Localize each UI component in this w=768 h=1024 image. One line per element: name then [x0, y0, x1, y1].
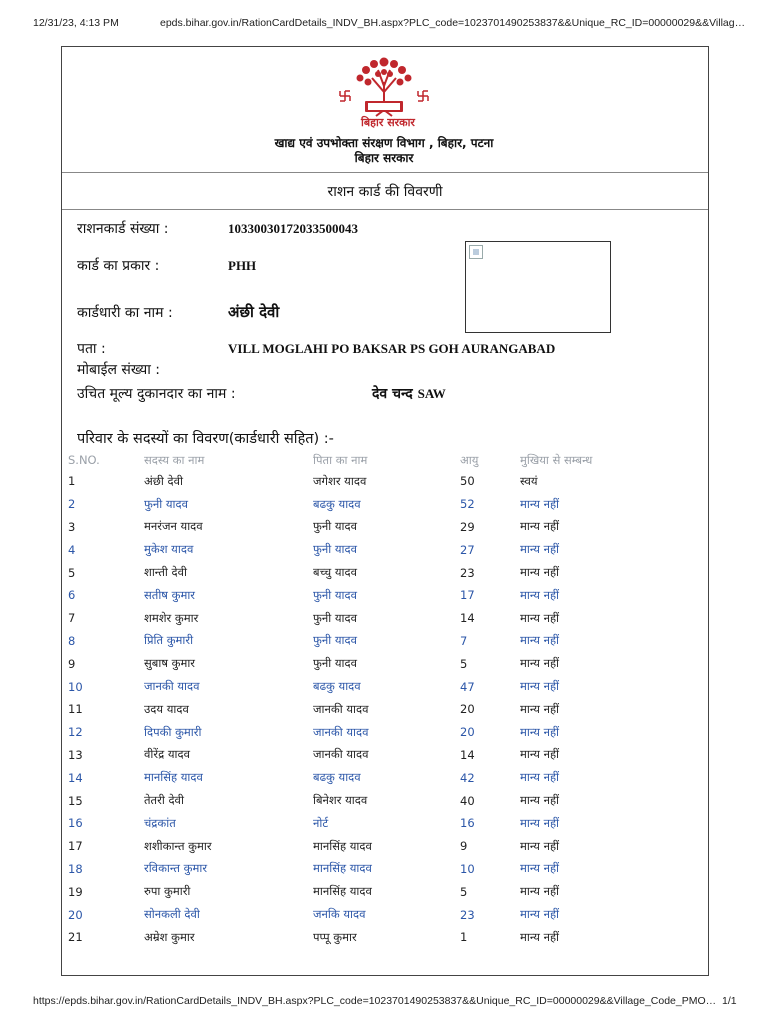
- card-type-value: PHH: [228, 258, 257, 273]
- family-members-title: परिवार के सदस्यों का विवरण(कार्डधारी सहित) :-: [77, 431, 334, 447]
- member-name: दिपकी कुमारी: [144, 724, 202, 739]
- card-holder-name: अंछी देवी: [228, 303, 280, 321]
- table-row: [68, 698, 628, 721]
- member-age: 16: [460, 816, 475, 831]
- member-sno: 13: [68, 747, 83, 762]
- member-sno: 1: [68, 474, 76, 489]
- member-father-name: मानसिंह यादव: [313, 884, 372, 899]
- member-age: 17: [460, 588, 475, 603]
- member-father-name: बढकु यादव: [313, 679, 361, 694]
- member-age: 14: [460, 611, 475, 626]
- broken-image-icon: [469, 245, 483, 259]
- family-members-body: [68, 470, 628, 949]
- member-age: 10: [460, 861, 475, 876]
- member-relation: मान्य नहीं: [520, 838, 560, 853]
- col-father-name: पिता का नाम: [313, 452, 368, 467]
- member-sno: 17: [68, 839, 83, 854]
- department-name: खाद्य एवं उपभोक्ता संरक्षण विभाग , बिहार, पटना: [274, 136, 494, 150]
- member-name: सुबाष कुमार: [144, 656, 196, 671]
- member-father-name: फुनी यादव: [313, 656, 358, 671]
- member-age: 9: [460, 839, 468, 854]
- member-father-name: फुनी यादव: [313, 633, 358, 648]
- member-age: 20: [460, 725, 475, 740]
- member-sno: 11: [68, 702, 83, 717]
- member-name: शशीकान्त कुमार: [144, 838, 212, 853]
- table-row: [68, 812, 628, 835]
- member-name: सतीष कुमार: [144, 587, 196, 602]
- member-age: 5: [460, 656, 468, 671]
- table-row: [68, 721, 628, 744]
- table-row: [68, 561, 628, 584]
- member-relation: मान्य नहीं: [520, 770, 560, 785]
- member-age: 47: [460, 679, 475, 694]
- member-age: 27: [460, 542, 475, 557]
- member-name: तेतरी देवी: [144, 793, 184, 808]
- member-father-name: बच्चु यादव: [313, 565, 358, 580]
- member-name: चंद्रकांत: [144, 815, 176, 830]
- member-relation: मान्य नहीं: [520, 724, 560, 739]
- table-row: [68, 903, 628, 926]
- table-row: [68, 835, 628, 858]
- member-relation: मान्य नहीं: [520, 587, 560, 602]
- member-name: रविकान्त कुमार: [144, 861, 208, 876]
- member-father-name: जानकी यादव: [313, 747, 369, 762]
- member-relation: मान्य नहीं: [520, 815, 560, 830]
- member-name: अंछी देवी: [144, 473, 183, 488]
- table-row: [68, 858, 628, 881]
- member-relation: मान्य नहीं: [520, 496, 560, 511]
- table-row: [68, 630, 628, 653]
- member-relation: मान्य नहीं: [520, 701, 560, 716]
- member-sno: 5: [68, 565, 76, 580]
- member-sno: 10: [68, 679, 83, 694]
- member-sno: 15: [68, 793, 83, 808]
- card-type-label: कार्ड का प्रकार :: [77, 258, 160, 274]
- shop-owner-name-hindi: देव चन्द: [372, 386, 413, 402]
- table-row: [68, 766, 628, 789]
- shop-owner-label: उचित मूल्य दुकानदार का नाम :: [77, 386, 236, 402]
- member-age: 20: [460, 702, 475, 717]
- member-age: 50: [460, 474, 475, 489]
- member-father-name: जनकि यादव: [313, 907, 366, 922]
- col-age: आयु: [460, 452, 479, 467]
- member-age: 23: [460, 907, 475, 922]
- table-row: [68, 652, 628, 675]
- member-age: 23: [460, 565, 475, 580]
- member-father-name: जानकी यादव: [313, 701, 369, 716]
- member-sno: 21: [68, 930, 83, 945]
- address-value: VILL MOGLAHI PO BAKSAR PS GOH AURANGABAD: [228, 341, 556, 356]
- member-age: 7: [460, 633, 468, 648]
- table-header-row: [68, 450, 628, 470]
- member-relation: मान्य नहीं: [520, 884, 560, 899]
- member-relation: मान्य नहीं: [520, 519, 560, 534]
- divider-title: [62, 209, 708, 210]
- member-age: 40: [460, 793, 475, 808]
- member-name: मनरंजन यादव: [144, 519, 203, 534]
- address-label: पता :: [77, 341, 106, 357]
- member-name: अम्रेश कुमार: [144, 929, 195, 944]
- table-row: [68, 675, 628, 698]
- print-datetime: 12/31/23, 4:13 PM: [33, 17, 119, 29]
- table-row: [68, 607, 628, 630]
- ration-card-number: 10330030172033500043: [228, 221, 358, 236]
- member-sno: 2: [68, 497, 76, 512]
- document-title: राशन कार्ड की विवरणी: [327, 184, 443, 200]
- family-members-table: [68, 450, 628, 949]
- member-father-name: मानसिंह यादव: [313, 838, 372, 853]
- col-member-name: सदस्य का नाम: [144, 452, 205, 467]
- mobile-label: मोबाईल संख्या :: [77, 362, 161, 378]
- government-name: बिहार सरकार: [354, 151, 414, 165]
- member-relation: मान्य नहीं: [520, 633, 560, 648]
- member-name: मुकेश यादव: [144, 542, 194, 557]
- member-relation: मान्य नहीं: [520, 907, 560, 922]
- member-relation: मान्य नहीं: [520, 793, 560, 808]
- member-sno: 19: [68, 884, 83, 899]
- member-father-name: फुनी यादव: [313, 542, 358, 557]
- print-footer-url: https://epds.bihar.gov.in/RationCardDetails_INDV_BH.aspx?PLC_code=1023701490253837&&Unique_RC_ID=00000029&&Village_Code_PMO…: [33, 995, 717, 1007]
- print-page-number: 1/1: [722, 995, 737, 1007]
- shop-owner-name: [372, 384, 446, 403]
- member-father-name: जानकी यादव: [313, 724, 369, 739]
- col-sno: S.NO.: [68, 453, 100, 467]
- table-row: [68, 926, 628, 949]
- member-relation: मान्य नहीं: [520, 679, 560, 694]
- member-father-name: जगेशर यादव: [313, 473, 367, 488]
- member-sno: 18: [68, 861, 83, 876]
- member-age: 5: [460, 884, 468, 899]
- member-relation: स्वयं: [520, 473, 538, 488]
- member-sno: 6: [68, 588, 76, 603]
- member-father-name: बढकु यादव: [313, 770, 361, 785]
- member-father-name: फुनी यादव: [313, 610, 358, 625]
- member-father-name: बढकु यादव: [313, 496, 361, 511]
- member-sno: 8: [68, 633, 76, 648]
- member-relation: मान्य नहीं: [520, 565, 560, 580]
- member-father-name: फुनी यादव: [313, 587, 358, 602]
- member-sno: 3: [68, 519, 76, 534]
- divider-top: [62, 172, 708, 173]
- member-name: फुनी यादव: [144, 496, 189, 511]
- member-age: 14: [460, 747, 475, 762]
- member-name: प्रिति कुमारी: [144, 633, 194, 648]
- member-sno: 4: [68, 542, 76, 557]
- emblem-caption: बिहार सरकार: [361, 116, 415, 129]
- member-age: 52: [460, 497, 475, 512]
- member-relation: मान्य नहीं: [520, 542, 560, 557]
- table-row: [68, 516, 628, 539]
- member-name: सोनकली देवी: [144, 907, 200, 922]
- card-holder-label: कार्डधारी का नाम :: [77, 305, 173, 321]
- member-sno: 12: [68, 725, 83, 740]
- ration-card-number-label: राशनकार्ड संख्या :: [77, 221, 169, 237]
- member-relation: मान्य नहीं: [520, 610, 560, 625]
- col-relation: मुखिया से सम्बन्ध: [520, 452, 593, 467]
- table-row: [68, 584, 628, 607]
- member-relation: मान्य नहीं: [520, 929, 560, 944]
- shop-owner-name-english: SAW: [417, 386, 446, 401]
- member-sno: 7: [68, 611, 76, 626]
- member-relation: मान्य नहीं: [520, 861, 560, 876]
- member-name: शमशेर कुमार: [144, 610, 199, 625]
- member-name: रुपा कुमारी: [144, 884, 191, 899]
- print-header-url: epds.bihar.gov.in/RationCardDetails_INDV_BH.aspx?PLC_code=1023701490253837&&Unique_RC_ID=00000029&&Villag…: [160, 17, 745, 29]
- member-name: शान्ती देवी: [144, 565, 188, 580]
- member-sno: 14: [68, 770, 83, 785]
- table-row: [68, 538, 628, 561]
- member-father-name: बिनेशर यादव: [313, 793, 368, 808]
- member-relation: मान्य नहीं: [520, 747, 560, 762]
- member-name: मानसिंह यादव: [144, 770, 203, 785]
- holder-photo: [465, 241, 611, 333]
- member-father-name: मानसिंह यादव: [313, 861, 372, 876]
- member-age: 42: [460, 770, 475, 785]
- member-age: 1: [460, 930, 468, 945]
- table-row: [68, 789, 628, 812]
- table-row: [68, 744, 628, 767]
- member-sno: 9: [68, 656, 76, 671]
- table-row: [68, 493, 628, 516]
- member-sno: 20: [68, 907, 83, 922]
- member-age: 29: [460, 519, 475, 534]
- member-sno: 16: [68, 816, 83, 831]
- member-name: उदय यादव: [144, 701, 189, 716]
- member-name: जानकी यादव: [144, 679, 200, 694]
- table-row: [68, 880, 628, 903]
- member-relation: मान्य नहीं: [520, 656, 560, 671]
- member-name: वीरेंद्र यादव: [144, 747, 190, 762]
- member-father-name: फुनी यादव: [313, 519, 358, 534]
- table-row: [68, 470, 628, 493]
- member-father-name: पप्पू कुमार: [313, 929, 357, 944]
- member-father-name: नोर्ट: [313, 815, 329, 830]
